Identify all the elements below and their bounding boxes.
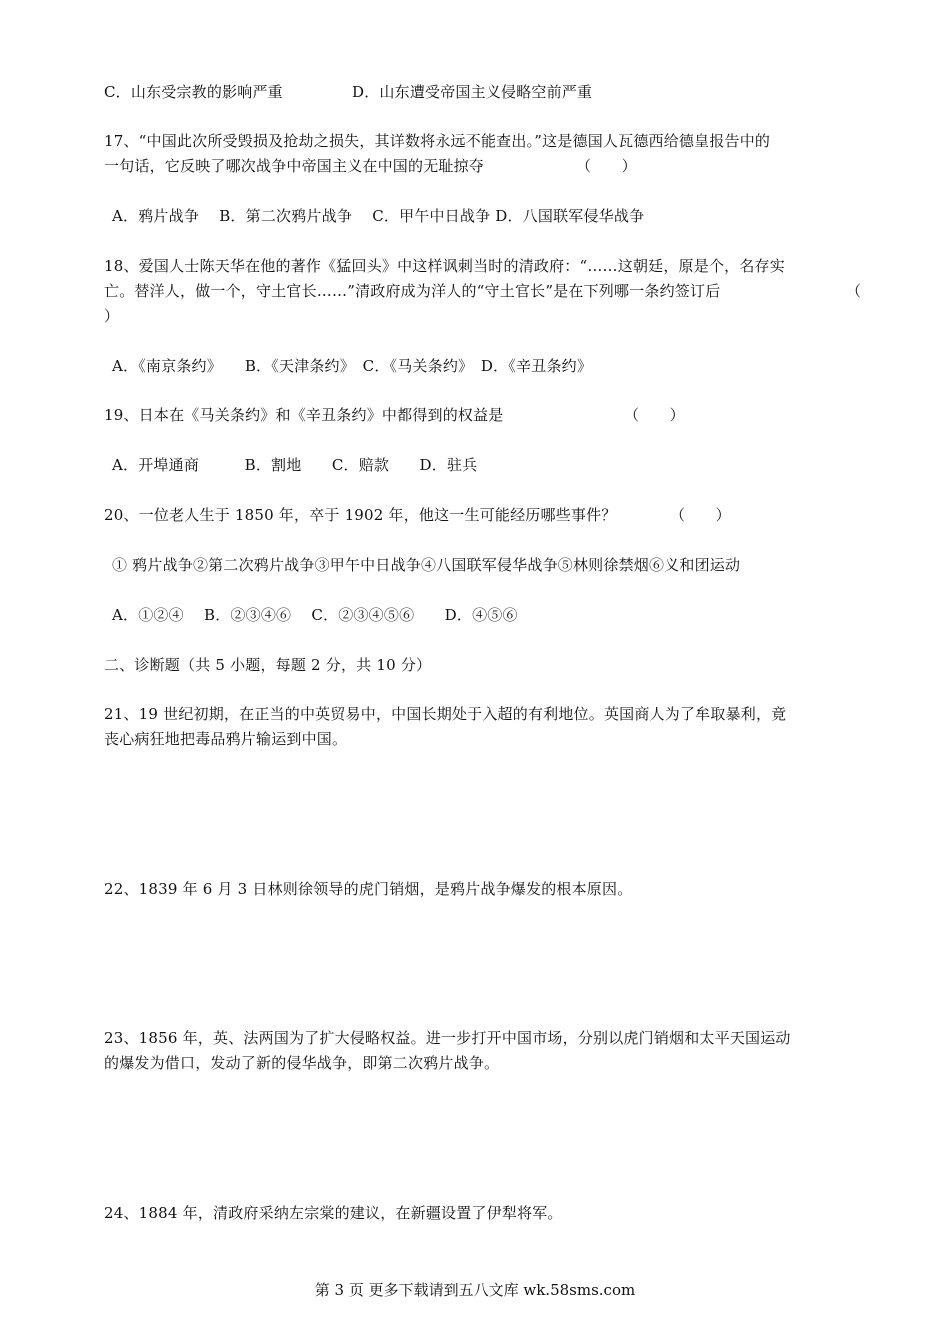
question-text-line: 丧心病狂地把毒品鸦片输运到中国。: [104, 730, 348, 748]
answer-options: A．①②④ B．②③④⑥ C．②③④⑤⑥ D．④⑤⑥: [112, 606, 518, 624]
question-text-line: 21、19 世纪初期，在正当的中英贸易中，中国长期处于入超的有利地位。英国商人为了牟取暴利，竟: [104, 705, 787, 723]
answer-paren-open: （: [846, 282, 862, 300]
answer-options: A．鸦片战争 B．第二次鸦片战争 C．甲午中日战争 D．八国联军侵华战争: [112, 207, 645, 225]
question-text-line: 20、一位老人生于 1850 年，卒于 1902 年，他这一生可能经历哪些事件？: [104, 506, 617, 524]
section-title: 二、诊断题（共 5 小题，每题 2 分，共 10 分）: [104, 656, 432, 674]
question-text-line: 亡。替洋人，做一个，守土官长……”清政府成为洋人的“守土官长”是在下列哪一条约签订后: [104, 282, 721, 300]
question-text-line: 的爆发为借口，发动了新的侵华战争，即第二次鸦片战争。: [104, 1054, 500, 1072]
answer-paren: （ ）: [624, 406, 685, 424]
page-footer: 第 3 页 更多下载请到五八文库 wk.58sms.com: [314, 1281, 636, 1299]
answer-paren: （ ）: [670, 506, 731, 524]
question-text-line: 19、日本在《马关条约》和《辛丑条约》中都得到的权益是: [104, 406, 504, 424]
question-text-line: 23、1856 年，英、法两国为了扩大侵略权益。进一步打开中国市场，分别以虎门销烟和太平天国运动: [104, 1029, 791, 1047]
answer-paren: （ ）: [576, 157, 637, 175]
answer-options: A．《南京条约》 B．《天津条约》 C．《马关条约》 D．《辛丑条约》: [112, 357, 593, 375]
option-d: D．山东遭受帝国主义侵略空前严重: [352, 83, 593, 101]
question-text-line: 一句话，它反映了哪次战争中帝国主义在中国的无耻掠夺: [104, 157, 485, 175]
question-text-line: 22、1839 年 6 月 3 日林则徐领导的虎门销烟，是鸦片战争爆发的根本原因。: [104, 880, 633, 898]
event-list: ① 鸦片战争②第二次鸦片战争③甲午中日战争④八国联军侵华战争⑤林则徐禁烟⑥义和团运动: [112, 556, 741, 574]
option-c: C．山东受宗教的影响严重: [104, 83, 283, 101]
question-text-line: 17、“中国此次所受毁损及抢劫之损失，其详数将永远不能查出。”这是德国人瓦德西给德皇报告中的: [104, 132, 771, 150]
answer-paren-close: ）: [104, 307, 120, 325]
answer-options: A．开埠通商 B．割地 C．赔款 D．驻兵: [112, 456, 478, 474]
question-text-line: 18、爱国人士陈天华在他的著作《猛回头》中这样讽刺当时的清政府：“……这朝廷，原是个，名存实: [104, 257, 785, 275]
question-text-line: 24、1884 年，清政府采纳左宗棠的建议，在新疆设置了伊犁将军。: [104, 1204, 563, 1222]
